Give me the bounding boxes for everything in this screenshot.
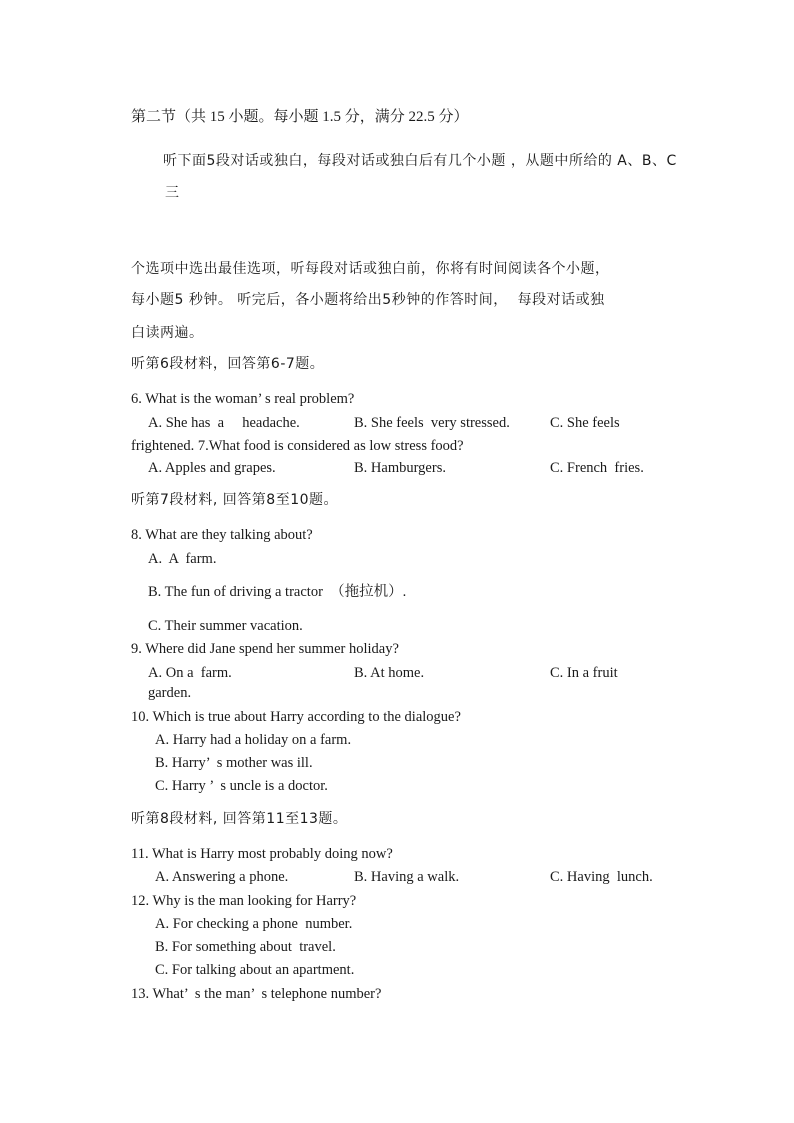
q6-option-c: C. She feels bbox=[550, 415, 620, 431]
q9-option-c-cont: garden. bbox=[148, 685, 192, 701]
section-title: 第二节（共 15 小题。每小题 1.5 分，满分 22.5 分） bbox=[131, 109, 469, 125]
question-6: 6. What is the woman’ s real problem? bbox=[131, 391, 355, 407]
q12-option-b: B. For something about travel. bbox=[155, 939, 336, 955]
q7-option-b: B. Hamburgers. bbox=[354, 460, 446, 476]
question-13: 13. What’ s the man’ s telephone number? bbox=[131, 986, 382, 1002]
q9-option-c: C. In a fruit bbox=[550, 665, 618, 681]
part8-heading: 听第8段材料, 回答第11至13题。 bbox=[131, 811, 348, 827]
instructions-line-3: 个选项中选出最佳选项，听每段对话或独白前，你将有时间阅读各个小题， bbox=[131, 261, 610, 277]
q10-option-a: A. Harry had a holiday on a farm. bbox=[155, 732, 352, 748]
part6-heading: 听第6段材料，回答第6-7题。 bbox=[131, 356, 325, 372]
q8-option-c: C. Their summer vacation. bbox=[148, 618, 303, 634]
q8-option-a: A. A farm. bbox=[148, 551, 217, 567]
q10-option-b: B. Harry’ s mother was ill. bbox=[155, 755, 313, 771]
question-12: 12. Why is the man looking for Harry? bbox=[131, 893, 357, 909]
q11-option-a: A. Answering a phone. bbox=[155, 869, 289, 885]
q10-option-c: C. Harry ’ s uncle is a doctor. bbox=[155, 778, 328, 794]
q6-c-cont-and-question-7: frightened. 7.What food is considered as low stress food? bbox=[131, 438, 464, 454]
q6-option-a: A. She has a headache. bbox=[148, 415, 300, 431]
q6-option-b: B. She feels very stressed. bbox=[354, 415, 510, 431]
question-9: 9. Where did Jane spend her summer holiday? bbox=[131, 641, 399, 657]
q9-option-b: B. At home. bbox=[354, 665, 425, 681]
q9-option-a: A. On a farm. bbox=[148, 665, 232, 681]
q7-option-a: A. Apples and grapes. bbox=[148, 460, 276, 476]
q12-option-a: A. For checking a phone number. bbox=[155, 916, 353, 932]
instructions-line-4: 每小题5 秒钟。 听完后，各小题将给出5秒钟的作答时间， 每段对话或独 bbox=[131, 292, 605, 308]
instructions-line-2: 三 bbox=[165, 185, 180, 201]
question-8: 8. What are they talking about? bbox=[131, 527, 313, 543]
q12-option-c: C. For talking about an apartment. bbox=[155, 962, 355, 978]
q7-option-c: C. French fries. bbox=[550, 460, 644, 476]
instructions-line-1: 听下面5段对话或独白，每段对话或独白后有几个小题 ，从题中所给的 A、B、C bbox=[163, 153, 677, 169]
q11-option-b: B. Having a walk. bbox=[354, 869, 460, 885]
part7-heading: 听第7段材料, 回答第8至10题。 bbox=[131, 492, 339, 508]
q8-option-b: B. The fun of driving a tractor （拖拉机）. bbox=[148, 584, 407, 600]
question-10: 10. Which is true about Harry according to the dialogue? bbox=[131, 709, 461, 725]
question-11: 11. What is Harry most probably doing now? bbox=[131, 846, 393, 862]
instructions-line-5: 白读两遍。 bbox=[131, 325, 204, 341]
q11-option-c: C. Having lunch. bbox=[550, 869, 653, 885]
